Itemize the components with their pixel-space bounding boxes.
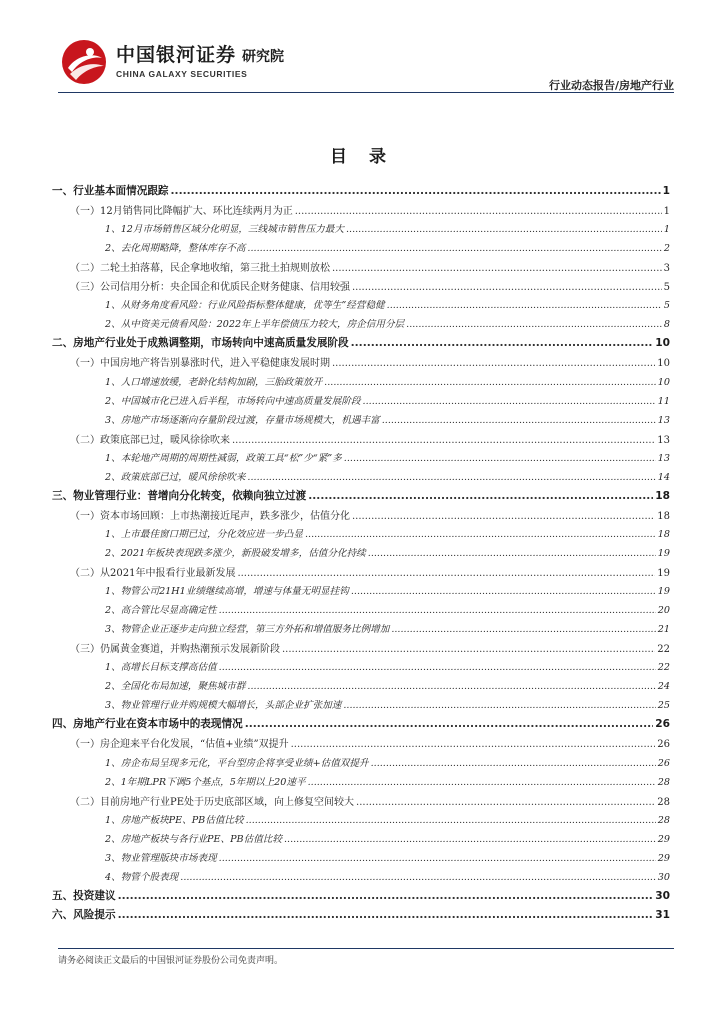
toc-entry[interactable] (52, 335, 670, 350)
toc-entry[interactable] (70, 202, 670, 217)
toc-entry[interactable] (105, 450, 670, 464)
toc-entry[interactable] (105, 374, 670, 388)
toc-entry[interactable] (70, 507, 670, 522)
toc-leader-dots (387, 300, 662, 311)
toc-entry-title: 3、物业管理版块市场表现 (105, 852, 217, 864)
toc-entry-title: （一）房企迎来平台化发展，“估值+业绩”双提升 (70, 739, 289, 751)
toc-entry-page: 22 (657, 662, 670, 674)
toc-leader-dots (118, 890, 654, 902)
toc-entry[interactable] (52, 907, 670, 922)
toc-entry-title: 2、房地产板块与各行业PE、PB估值比较 (105, 833, 282, 845)
toc-entry-page: 8 (663, 319, 670, 331)
toc-entry-title: 1、12月市场销售区域分化明显，三线城市销售压力最大 (105, 224, 344, 236)
toc-entry[interactable] (52, 716, 670, 731)
toc-leader-dots (118, 909, 654, 921)
toc-leader-dots (332, 263, 662, 274)
toc-entry[interactable] (105, 812, 670, 826)
toc-entry-title: （二）政策底部已过，暖风徐徐吹来 (70, 434, 230, 446)
toc-leader-dots (356, 797, 655, 808)
brand-name-en: CHINA GALAXY SECURITIES (116, 69, 248, 79)
toc-entry-title: 3、物业管理行业并购规模大幅增长，头部企业扩张加速 (105, 700, 342, 712)
toc-leader-dots (343, 700, 655, 711)
toc-leader-dots (291, 739, 656, 750)
toc-entry-page: 26 (657, 757, 670, 769)
toc-entry-title: 六、风险提示 (52, 908, 116, 921)
toc-entry-page: 13 (657, 452, 670, 464)
toc-entry-title: 1、上市最佳窗口期已过，分化效应进一步凸显 (105, 528, 303, 540)
toc-entry[interactable] (70, 354, 670, 369)
toc-entry-title: （三）公司信用分析：央企国企和优质民企财务健康、信用较强 (70, 282, 350, 294)
toc-leader-dots (351, 337, 654, 349)
toc-leader-dots (352, 282, 662, 293)
toc-leader-dots (352, 511, 655, 522)
toc-entry[interactable] (52, 488, 670, 503)
toc-leader-dots (245, 718, 654, 730)
toc-leader-dots (282, 644, 655, 655)
toc-entry-page: 19 (657, 586, 670, 598)
brand-block (116, 40, 284, 79)
toc-entry-page: 24 (657, 681, 670, 693)
toc-leader-dots (371, 758, 656, 769)
toc-entry[interactable] (70, 259, 670, 274)
toc-entry-title: 2、去化周期略降，整体库存不高 (105, 243, 246, 255)
toc-entry-title: 1、高增长目标支撑高估值 (105, 662, 217, 674)
toc-entry-title: 2、2021年板块表现跌多涨少，新股破发增多，估值分化持续 (105, 547, 366, 559)
toc-entry-title: 二、房地产行业处于成熟调整期，市场转向中速高质量发展阶段 (52, 337, 349, 350)
toc-leader-dots (368, 548, 656, 559)
toc-entry[interactable] (105, 755, 670, 769)
toc-entry-title: 2、政策底部已过，暖风徐徐吹来 (105, 471, 246, 483)
toc-leader-dots (351, 586, 656, 597)
toc-entry-page: 28 (657, 796, 670, 808)
toc-leader-dots (247, 472, 655, 483)
toc-entry[interactable] (105, 850, 670, 864)
footer-rule (58, 948, 674, 949)
toc-leader-dots (324, 377, 656, 388)
toc-leader-dots (332, 358, 655, 369)
toc-entry[interactable] (105, 659, 670, 673)
toc-entry[interactable] (105, 602, 670, 616)
toc-entry-page: 26 (655, 718, 670, 731)
toc-entry[interactable] (105, 221, 670, 235)
galaxy-logo-icon (60, 38, 108, 86)
toc-entry-page: 5 (663, 282, 670, 294)
toc-entry-page: 5 (663, 300, 670, 312)
toc-entry-title: 1、本轮地产周期的周期性减弱，政策工具“松”少“紧”多 (105, 452, 342, 464)
toc-entry-page: 10 (655, 337, 670, 350)
toc-leader-dots (180, 872, 656, 883)
toc-entry-title: （二）目前房地产行业PE处于历史底部区域，向上修复空间较大 (70, 796, 355, 808)
toc-entry-page: 13 (657, 414, 670, 426)
toc-entry-page: 1 (663, 224, 670, 236)
toc-entry-title: 2、从中资美元债看风险：2022年上半年偿债压力较大，房企信用分层 (105, 319, 405, 331)
toc-title: 目 录 (330, 147, 394, 167)
toc-entry[interactable] (70, 793, 670, 808)
header-rule (58, 92, 674, 93)
toc-entry-page: 25 (657, 700, 670, 712)
toc-leader-dots (305, 529, 656, 540)
toc-entry-page: 20 (657, 605, 670, 617)
toc-leader-dots (247, 243, 661, 254)
toc-entry-page: 1 (663, 206, 670, 218)
toc-entry-page: 21 (657, 624, 670, 636)
toc-leader-dots (171, 185, 661, 197)
toc-entry-title: 2、全国化布局加速，聚焦城市群 (105, 681, 246, 693)
toc-entry-page: 11 (657, 395, 670, 407)
toc-leader-dots (237, 568, 655, 579)
toc-entry[interactable] (105, 469, 670, 483)
toc-entry[interactable] (105, 412, 670, 426)
toc-entry[interactable] (105, 831, 670, 845)
toc-entry-page: 1 (662, 185, 670, 197)
toc-leader-dots (232, 435, 655, 446)
brand-name-cn: 中国银河证券 (116, 44, 237, 66)
toc-entry-page: 19 (657, 547, 670, 559)
toc-entry-page: 26 (657, 739, 670, 751)
toc-entry-title: （一）中国房地产将告别暴涨时代，进入平稳健康发展时期 (70, 358, 330, 370)
toc-entry-title: 1、房企布局呈现多元化，平台型房企将享受业绩+估值双提升 (105, 757, 369, 769)
toc-entry[interactable] (52, 888, 670, 903)
toc-entry-page: 31 (655, 908, 670, 921)
toc-entry-page: 28 (657, 814, 670, 826)
toc-entry[interactable] (105, 545, 670, 559)
toc-entry-page: 28 (657, 776, 670, 788)
toc-leader-dots (308, 490, 653, 502)
toc-entry-title: （一）资本市场回顾：上市热潮接近尾声，跌多涨少，估值分化 (70, 510, 350, 522)
toc-entry-page: 14 (657, 471, 670, 483)
toc-leader-dots (363, 396, 656, 407)
toc-leader-dots (219, 853, 656, 864)
toc-entry[interactable] (52, 183, 670, 198)
toc-entry[interactable] (105, 869, 670, 883)
toc-entry-page: 2 (663, 243, 670, 255)
brand-institute: 研究院 (242, 49, 285, 65)
toc-entry-title: 3、房地产市场逐渐向存量阶段过渡，存量市场规模大，机遇丰富 (105, 414, 380, 426)
toc-leader-dots (247, 681, 655, 692)
toc-entry[interactable] (105, 774, 670, 788)
toc-entry[interactable] (70, 735, 670, 750)
toc-entry[interactable] (105, 583, 670, 597)
toc-entry-title: 2、高合管比尽显高确定性 (105, 605, 217, 617)
toc-entry-title: 1、房地产板块PE、PB估值比较 (105, 814, 244, 826)
toc-leader-dots (295, 206, 662, 217)
toc-entry-title: 三、物业管理行业：普增向分化转变，依赖向独立过渡 (52, 489, 307, 502)
toc-entry[interactable] (105, 316, 670, 330)
toc-entry[interactable] (70, 278, 670, 293)
toc-entry-page: 3 (663, 263, 670, 275)
toc-entry-title: （二）二轮土拍落幕，民企拿地收缩，第三批土拍规则放松 (70, 263, 330, 275)
toc-entry-page: 30 (655, 889, 670, 902)
toc-entry-page: 29 (657, 852, 670, 864)
toc-entry-title: 2、1年期LPR下调5个基点，5年期以上20速平 (105, 776, 306, 788)
toc-entry[interactable] (70, 564, 670, 579)
toc-entry[interactable] (105, 297, 670, 311)
toc-entry-title: 1、物管公司21H1业绩继续高增，增速与体量无明显挂钩 (105, 586, 349, 598)
toc-leader-dots (391, 624, 655, 635)
toc-entry-page: 10 (657, 376, 670, 388)
toc-entry-page: 10 (657, 358, 670, 370)
toc-leader-dots (246, 815, 656, 826)
toc-entry-page: 18 (655, 489, 670, 502)
brand-name (116, 40, 284, 67)
toc-leader-dots (219, 605, 656, 616)
toc-leader-dots (382, 415, 656, 426)
toc-entry-title: 1、人口增速放缓，老龄化结构加剧，三胎政策放开 (105, 376, 323, 388)
toc-entry[interactable] (105, 240, 670, 254)
toc-entry[interactable] (105, 393, 670, 407)
page-header (58, 34, 674, 94)
toc-entry-title: 4、物管个股表现 (105, 871, 179, 883)
toc-leader-dots (284, 834, 656, 845)
toc-entry-page: 13 (657, 434, 670, 446)
toc-leader-dots (344, 453, 656, 464)
toc-entry-title: 五、投资建议 (52, 889, 116, 902)
toc-entry-page: 22 (657, 644, 670, 656)
toc-entry-title: 3、物管企业正逐步走向独立经营，第三方外拓和增值服务比例增加 (105, 624, 390, 636)
toc-entry[interactable] (70, 431, 670, 446)
toc-entry-page: 29 (657, 833, 670, 845)
toc-leader-dots (406, 319, 662, 330)
toc-entry[interactable] (70, 640, 670, 655)
toc-entry-page: 19 (657, 568, 670, 579)
toc-entry[interactable] (105, 526, 670, 540)
toc-entry-page: 18 (657, 528, 670, 540)
toc-entry-title: 2、中国城市化已进入后半程，市场转向中速高质量发展阶段 (105, 395, 361, 407)
toc-entry-title: （三）仍属黄金赛道，并购热潮预示发展新阶段 (70, 644, 280, 656)
toc-entry-title: （二）从2021年中报看行业最新发展 (70, 568, 236, 579)
footer-disclaimer: 请务必阅读正文最后的中国银河证券股份公司免责声明。 (58, 956, 284, 966)
toc-entry-page: 18 (657, 510, 670, 522)
toc-entry-title: 四、房地产行业在资本市场中的表现情况 (52, 718, 243, 731)
toc-entry[interactable] (105, 697, 670, 711)
toc-entry-title: 1、从财务角度看风险：行业风险指标整体健康，优等生”经营稳健 (105, 300, 385, 312)
toc-entry-title: （一）12月销售同比降幅扩大、环比连续两月为正 (70, 206, 293, 218)
toc-entry-page: 30 (657, 871, 670, 883)
toc-entry[interactable] (105, 678, 670, 692)
toc-entry-title: 一、行业基本面情况跟踪 (52, 185, 169, 197)
toc-leader-dots (308, 777, 656, 788)
toc-entry[interactable] (105, 621, 670, 635)
toc-leader-dots (219, 662, 656, 673)
toc-leader-dots (346, 224, 662, 235)
report-type: 行业动态报告/房地产行业 (548, 79, 674, 92)
